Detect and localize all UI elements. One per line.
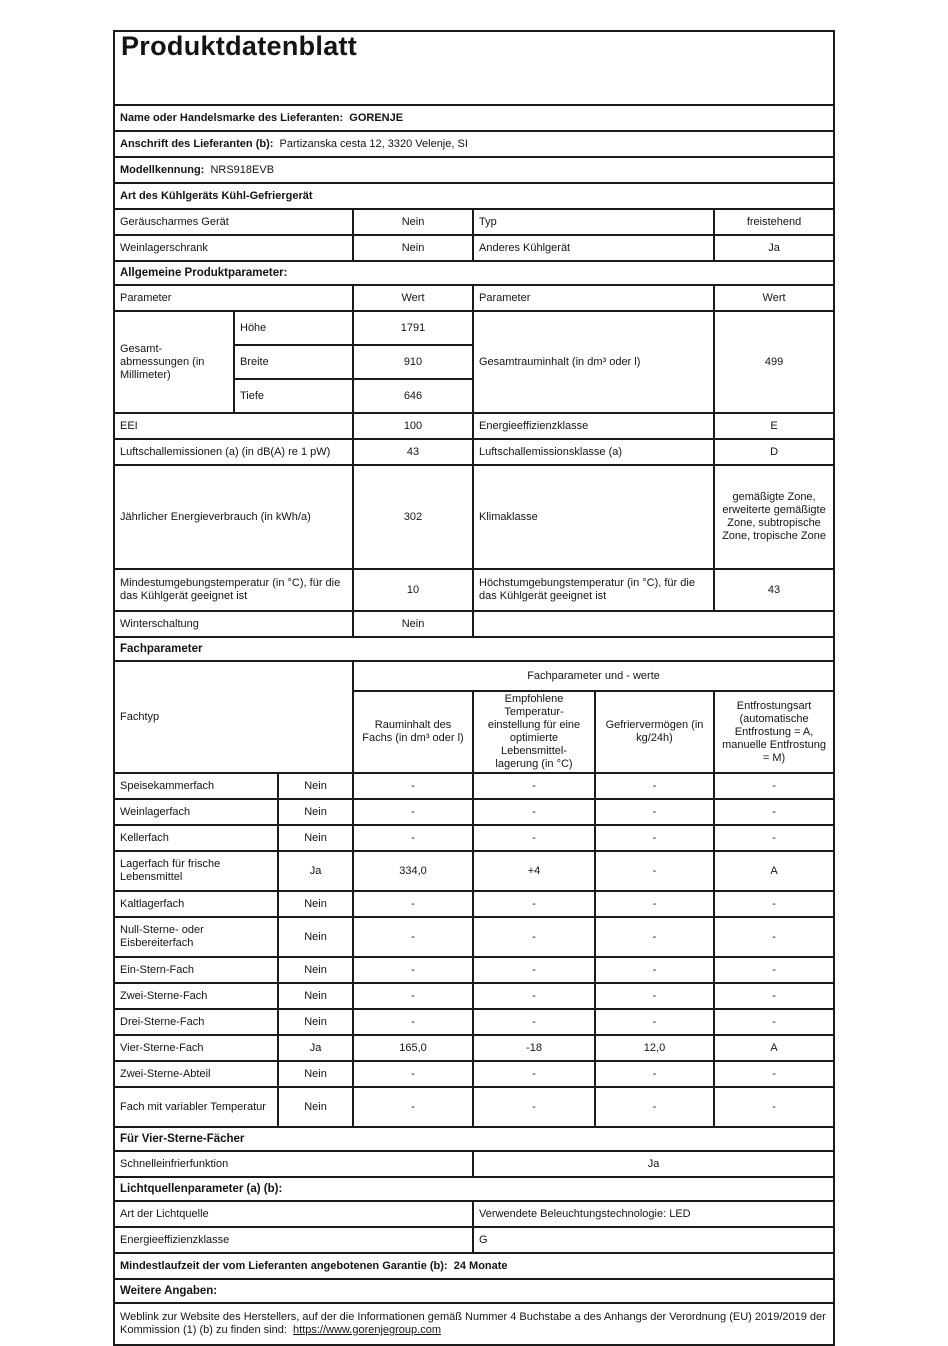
compartment-defrost: - <box>714 891 834 917</box>
warranty-value: 24 Monate <box>453 1259 508 1272</box>
section-general-params <box>114 261 834 285</box>
design-type-value: freistehend <box>714 209 834 235</box>
eei-value: 100 <box>353 413 473 439</box>
table-row-weblink <box>114 1303 834 1345</box>
compartment-temp: - <box>473 799 595 825</box>
compartment-present: Nein <box>278 1087 353 1127</box>
compartment-volume: 165,0 <box>353 1035 473 1061</box>
compartment-label: Lagerfach für frische Lebensmittel <box>114 851 278 891</box>
wert-header-2: Wert <box>714 285 834 311</box>
compartment-label: Fach mit variabler Temperatur <box>114 1087 278 1127</box>
winter-setting-empty-cell <box>473 611 834 637</box>
compartment-volume: - <box>353 799 473 825</box>
compartment-defrost: - <box>714 799 834 825</box>
height-value: 1791 <box>353 311 473 345</box>
compartments-group-header-row <box>114 661 834 691</box>
table-row-light-class <box>114 1227 834 1253</box>
compartment-defrost: - <box>714 957 834 983</box>
winter-setting-label: Winterschaltung <box>114 611 353 637</box>
min-ambient-label: Mindestumgebungstemperatur (in °C), für die das Kühlgerät geeignet ist <box>114 569 353 611</box>
climate-class-label: Klimaklasse <box>473 465 714 569</box>
warranty-label: Mindestlaufzeit der vom Lieferanten angebotenen Garantie (b): <box>120 1259 448 1272</box>
compartment-capacity: - <box>595 891 714 917</box>
section-four-star <box>114 1127 834 1151</box>
model-value: NRS918EVB <box>210 163 275 176</box>
compartment-present: Nein <box>278 917 353 957</box>
volume-col-header: Rauminhalt des Fachs (in dm³ oder l) <box>353 691 473 773</box>
product-datasheet <box>113 30 835 1346</box>
title-row <box>114 31 834 105</box>
compartment-label: Weinlagerfach <box>114 799 278 825</box>
defrost-col-header: Entfrostungsart (automatische Entfrostung = A, manuelle Entfrostung = M) <box>714 691 834 773</box>
temp-col-header: Empfohlene Temperatur- einstellung für eine optimierte Lebensmittel- lagerung (in °C) <box>473 691 595 773</box>
annual-energy-label: Jährlicher Energieverbrauch (in kWh/a) <box>114 465 353 569</box>
noise-class-value: D <box>714 439 834 465</box>
compartment-volume: - <box>353 917 473 957</box>
compartment-label: Kellerfach <box>114 825 278 851</box>
compartment-defrost: - <box>714 917 834 957</box>
compartment-defrost: - <box>714 1061 834 1087</box>
additional-info-title: Weitere Angaben: <box>114 1279 834 1303</box>
depth-value: 646 <box>353 379 473 413</box>
table-row-height <box>114 311 834 345</box>
max-ambient-label: Höchstumgebungstemperatur (in °C), für die das Kühlgerät geeignet ist <box>473 569 714 611</box>
compartment-temp: - <box>473 1009 595 1035</box>
compartment-temp: - <box>473 957 595 983</box>
light-class-label: Energieeffizienzklasse <box>114 1227 473 1253</box>
design-type-label: Typ <box>473 209 714 235</box>
table-row-ambient-temp <box>114 569 834 611</box>
section-compartments <box>114 637 834 661</box>
quiet-appliance-label: Geräuscharmes Gerät <box>114 209 353 235</box>
noise-value: 43 <box>353 439 473 465</box>
compartment-present: Nein <box>278 1009 353 1035</box>
param-header-2: Parameter <box>473 285 714 311</box>
compartment-capacity: - <box>595 825 714 851</box>
width-value: 910 <box>353 345 473 379</box>
manufacturer-website-link[interactable]: https://www.gorenjegroup.com <box>293 1324 441 1336</box>
compartment-temp: - <box>473 825 595 851</box>
table-row-pantry <box>114 773 834 799</box>
compartment-capacity: - <box>595 917 714 957</box>
table-row-one-star <box>114 957 834 983</box>
compartment-temp: - <box>473 773 595 799</box>
wine-cabinet-value: Nein <box>353 235 473 261</box>
compartment-capacity: - <box>595 1009 714 1035</box>
width-label: Breite <box>234 345 353 379</box>
light-type-label: Art der Lichtquelle <box>114 1201 473 1227</box>
supplier-name-row <box>114 105 834 131</box>
total-volume-label: Gesamtrauminhalt (in dm³ oder l) <box>473 311 714 413</box>
energy-class-value: E <box>714 413 834 439</box>
compartment-label: Zwei-Sterne-Fach <box>114 983 278 1009</box>
light-type-value: Verwendete Beleuchtungstechnologie: LED <box>473 1201 834 1227</box>
compartment-temp: - <box>473 1061 595 1087</box>
overall-dimensions-label: Gesamt- abmessungen (in Millimeter) <box>114 311 234 413</box>
compartment-label: Vier-Sterne-Fach <box>114 1035 278 1061</box>
supplier-address-label: Anschrift des Lieferanten (b): <box>120 137 274 150</box>
wert-header-1: Wert <box>353 285 473 311</box>
model-row <box>114 157 834 183</box>
weblink-text: Weblink zur Website des Herstellers, auf der die Informationen gemäß Nummer 4 Buchstabe a des Anhangs der Verordnung (EU) 2019/2019 der Kommission (1) (b) zu finden sind: <box>120 1311 826 1336</box>
fast-freeze-value: Ja <box>473 1151 834 1177</box>
table-row-quiet-appliance <box>114 209 834 235</box>
compartment-defrost: - <box>714 825 834 851</box>
winter-setting-value: Nein <box>353 611 473 637</box>
compartment-volume: - <box>353 983 473 1009</box>
section-light-source <box>114 1177 834 1201</box>
table-row-variable-temp <box>114 1087 834 1127</box>
other-appliance-value: Ja <box>714 235 834 261</box>
table-row-winter-setting <box>114 611 834 637</box>
table-row-four-star <box>114 1035 834 1061</box>
table-row-warranty <box>114 1253 834 1279</box>
table-row-two-star <box>114 983 834 1009</box>
compartment-capacity: - <box>595 851 714 891</box>
compartment-label: Kaltlagerfach <box>114 891 278 917</box>
compartments-group-header: Fachparameter und - werte <box>353 661 834 691</box>
total-volume-value: 499 <box>714 311 834 413</box>
height-label: Höhe <box>234 311 353 345</box>
quiet-appliance-value: Nein <box>353 209 473 235</box>
table-row-chill <box>114 891 834 917</box>
param-header-1: Parameter <box>114 285 353 311</box>
compartment-defrost: - <box>714 1009 834 1035</box>
datasheet-table <box>113 30 835 1346</box>
annual-energy-value: 302 <box>353 465 473 569</box>
compartment-label: Drei-Sterne-Fach <box>114 1009 278 1035</box>
compartment-type-header: Fachtyp <box>114 661 353 773</box>
compartment-temp: - <box>473 983 595 1009</box>
general-params-title: Allgemeine Produktparameter: <box>114 261 834 285</box>
compartment-defrost: - <box>714 773 834 799</box>
general-params-header <box>114 285 834 311</box>
table-row-wine-cabinet <box>114 235 834 261</box>
table-row-wine <box>114 799 834 825</box>
compartment-label: Ein-Stern-Fach <box>114 957 278 983</box>
compartment-defrost: A <box>714 851 834 891</box>
fast-freeze-label: Schnelleinfrierfunktion <box>114 1151 473 1177</box>
compartment-temp: -18 <box>473 1035 595 1061</box>
compartment-present: Ja <box>278 1035 353 1061</box>
section-additional-info <box>114 1279 834 1303</box>
model-label: Modellkennung: <box>120 163 205 176</box>
compartment-temp: - <box>473 891 595 917</box>
compartment-present: Ja <box>278 851 353 891</box>
compartment-volume: - <box>353 1087 473 1127</box>
wine-cabinet-label: Weinlagerschrank <box>114 235 353 261</box>
table-row-light-type <box>114 1201 834 1227</box>
noise-label: Luftschallemissionen (a) (in dB(A) re 1 pW) <box>114 439 353 465</box>
compartment-present: Nein <box>278 825 353 851</box>
compartment-label: Speisekammerfach <box>114 773 278 799</box>
depth-label: Tiefe <box>234 379 353 413</box>
compartment-capacity: - <box>595 983 714 1009</box>
table-row-zero-star <box>114 917 834 957</box>
table-row-three-star <box>114 1009 834 1035</box>
four-star-title: Für Vier-Sterne-Fächer <box>114 1127 834 1151</box>
table-row-fast-freeze <box>114 1151 834 1177</box>
compartment-present: Nein <box>278 1061 353 1087</box>
supplier-address-value: Partizanska cesta 12, 3320 Velenje, SI <box>279 137 468 150</box>
compartment-label: Null-Sterne- oder Eisbereiterfach <box>114 917 278 957</box>
compartment-temp: - <box>473 1087 595 1127</box>
light-class-value: G <box>473 1227 834 1253</box>
supplier-address-row <box>114 131 834 157</box>
table-row-fresh-food <box>114 851 834 891</box>
compartment-present: Nein <box>278 983 353 1009</box>
compartment-capacity: - <box>595 957 714 983</box>
table-row-energy-consumption <box>114 465 834 569</box>
compartment-volume: - <box>353 957 473 983</box>
compartment-present: Nein <box>278 891 353 917</box>
eei-label: EEI <box>114 413 353 439</box>
table-row-eei <box>114 413 834 439</box>
compartment-capacity: - <box>595 1087 714 1127</box>
compartment-label: Zwei-Sterne-Abteil <box>114 1061 278 1087</box>
supplier-name-label: Name oder Handelsmarke des Lieferanten: <box>120 111 344 124</box>
table-row-noise <box>114 439 834 465</box>
table-row-two-star-section <box>114 1061 834 1087</box>
min-ambient-value: 10 <box>353 569 473 611</box>
appliance-type-row <box>114 183 834 209</box>
compartment-temp: +4 <box>473 851 595 891</box>
compartment-capacity: - <box>595 1061 714 1087</box>
appliance-type: Art des Kühlgeräts Kühl-Gefriergerät <box>114 183 834 209</box>
compartment-volume: - <box>353 825 473 851</box>
compartment-capacity: - <box>595 773 714 799</box>
light-source-title: Lichtquellenparameter (a) (b): <box>114 1177 834 1201</box>
max-ambient-value: 43 <box>714 569 834 611</box>
compartment-volume: - <box>353 1009 473 1035</box>
table-row-cellar <box>114 825 834 851</box>
compartment-temp: - <box>473 917 595 957</box>
compartment-present: Nein <box>278 799 353 825</box>
compartment-volume: - <box>353 891 473 917</box>
compartment-defrost: - <box>714 1087 834 1127</box>
compartment-defrost: - <box>714 983 834 1009</box>
climate-class-value: gemäßigte Zone, erweiterte gemäßigte Zone, subtropische Zone, tropische Zone <box>714 465 834 569</box>
compartment-volume: 334,0 <box>353 851 473 891</box>
compartment-present: Nein <box>278 957 353 983</box>
compartments-title: Fachparameter <box>114 637 834 661</box>
page-title: Produktdatenblatt <box>114 31 834 105</box>
freezing-capacity-col-header: Gefriervermögen (in kg/24h) <box>595 691 714 773</box>
compartment-capacity: - <box>595 799 714 825</box>
noise-class-label: Luftschallemissionsklasse (a) <box>473 439 714 465</box>
compartment-present: Nein <box>278 773 353 799</box>
supplier-name-value: GORENJE <box>349 111 404 124</box>
compartment-capacity: 12,0 <box>595 1035 714 1061</box>
other-appliance-label: Anderes Kühlgerät <box>473 235 714 261</box>
compartment-defrost: A <box>714 1035 834 1061</box>
compartment-volume: - <box>353 1061 473 1087</box>
energy-class-label: Energieeffizienzklasse <box>473 413 714 439</box>
compartment-volume: - <box>353 773 473 799</box>
